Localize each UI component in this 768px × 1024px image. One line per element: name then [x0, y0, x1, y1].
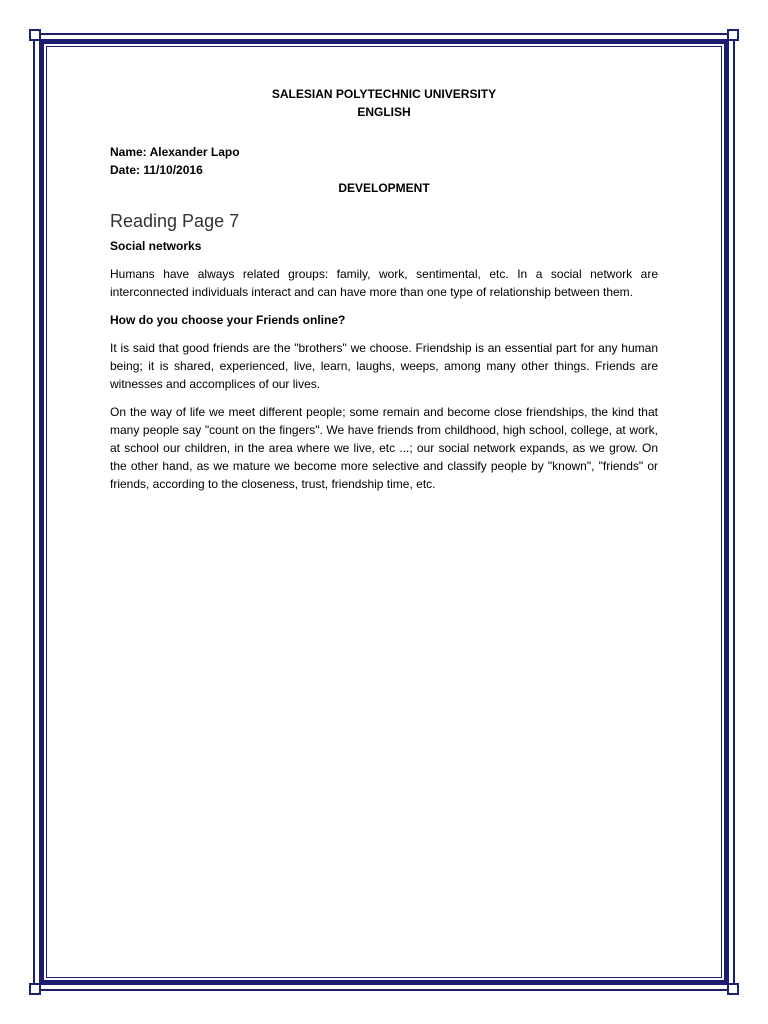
corner-ornament-top-left [29, 29, 41, 41]
paragraph-friendship: It is said that good friends are the "brothers" we choose. Friendship is an essential part for any human being; it is shared, experienced, live, learn, laughs, weeps, among many other things. Friends are witnesses and accomplices of our lives. [110, 341, 658, 391]
document-date: Date: 11/10/2016 [110, 163, 203, 177]
corner-ornament-top-right [727, 29, 739, 41]
development-heading: DEVELOPMENT [338, 181, 430, 195]
paragraph-way-of-life: On the way of life we meet different people; some remain and become close friendships, the kind that many people say "count on the fingers". We have friends from childhood, high school, college, at work, at school our children, in the area where we live, etc ...; our social network expands, as we grow. On the other hand, as we mature we become more selective and classify people by "known", "friends" or friends, according to the closeness, trust, friendship time, etc. [110, 405, 658, 491]
subheading-social-networks: Social networks [110, 239, 202, 253]
document-body [110, 85, 658, 503]
section-title: Reading Page 7 [110, 211, 240, 231]
paragraph-humans: Humans have always related groups: family, work, sentimental, etc. In a social network are interconnected individuals interact and can have more than one type of relationship between them. [110, 267, 658, 299]
corner-ornament-bottom-left [29, 983, 41, 995]
subject-title: ENGLISH [357, 105, 411, 119]
student-name: Name: Alexander Lapo [110, 145, 240, 159]
university-title: SALESIAN POLYTECHNIC UNIVERSITY [271, 87, 497, 101]
corner-ornament-bottom-right [727, 983, 739, 995]
question-heading: How do you choose your Friends online? [110, 313, 346, 327]
